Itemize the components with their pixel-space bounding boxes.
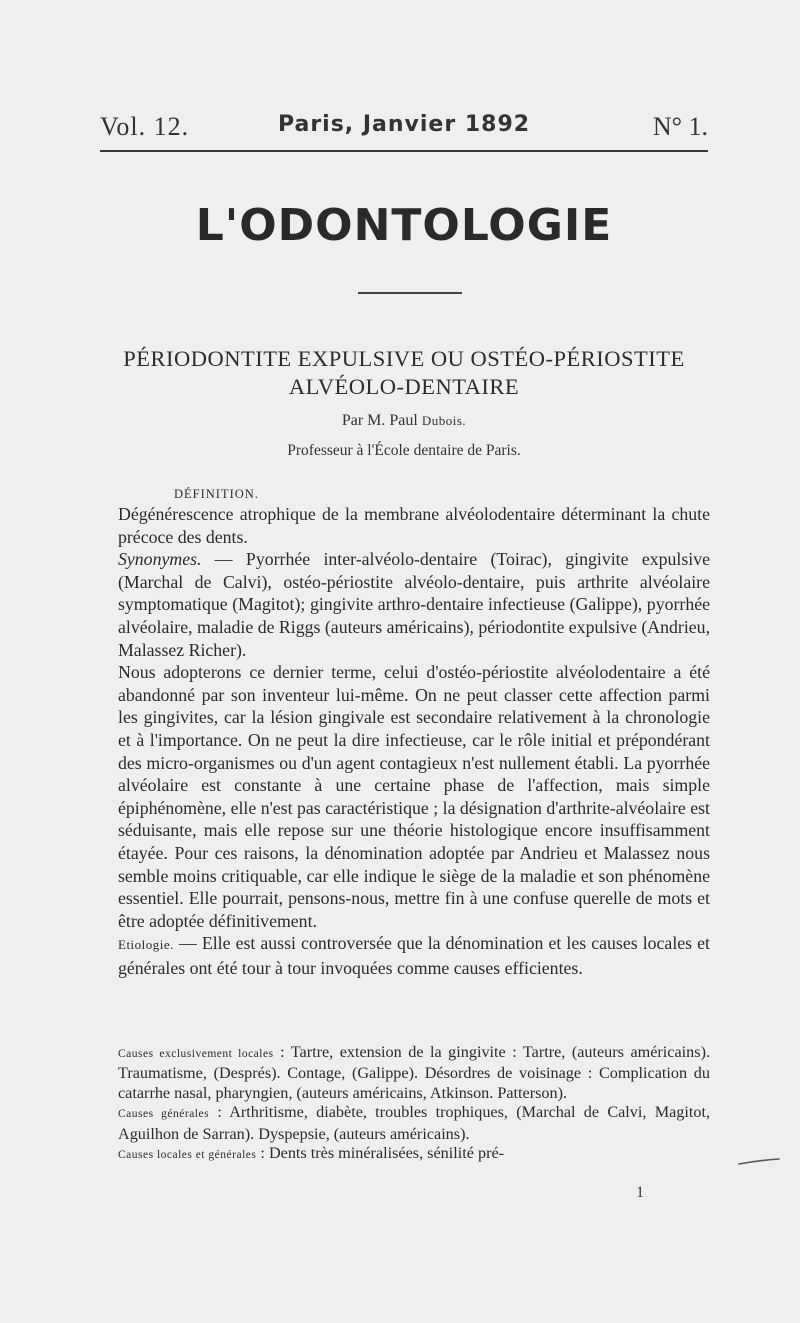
definition-paragraph: Dégénérescence atrophique de la membrane alvéolodentaire déterminant la chute précoce des dents. — [118, 504, 710, 547]
synonymes-paragraph — [118, 548, 710, 661]
article-body — [118, 484, 710, 979]
causes-locales-label: Causes exclusivement locales — [118, 1048, 274, 1060]
article-title — [100, 345, 708, 401]
issue-number: N° 1. — [652, 112, 708, 141]
causes-mixtes-paragraph — [118, 1144, 710, 1165]
causes-mixtes-label: Causes locales et générales — [118, 1149, 257, 1162]
causes-locales-paragraph — [118, 1043, 710, 1103]
synonymes-text: — Pyorrhée inter-alvéolo-dentaire (Toirac), gingivite expulsive (Marchal de Calvi), ostéo-périostite alvéolo-dentaire, puis arthrite alvéolaire symptomatique (Magitot); gingivite arthro-dentaire infectieuse (Galippe), pyorrhée alvéolaire, maladie de Riggs (auteurs américains), périodontite expulsive (Andrieu, Malassez Richer). — [118, 549, 711, 660]
article-title-line-2: ALVÉOLO-DENTAIRE — [288, 374, 520, 399]
header-rule — [100, 150, 708, 152]
causes-mixtes-text: : Dents très minéralisées, sénilité pré- — [256, 1144, 505, 1163]
adoption-paragraph: Nous adopterons ce dernier terme, celui d'ostéo-périostite alvéolodentaire a été abandonné par son inventeur lui-même. On ne peut classer cette affection parmi les gingivites, car la lésion gingivale est secondaire relativement à la chronologie et à l'importance. On ne peut la dire infectieuse, car le rôle initial et prépondérant des micro-organismes ou d'un agent contagieux n'est nullement établi. La pyorrhée alvéolaire est constante à une certaine phase de l'affection, mais simple épiphénomène, elle n'est pas caractéristique ; la désignation d'arthrite-alvéolaire est séduisante, mais elle repose sur une théorie histologique encore insuffisamment étayée. Pour ces raisons, la dénomination adoptée par Andrieu et Malassez nous semble moins critiquable, car elle indique le siège de la maladie et son phénomène essentiel. Elle pourrait, pensons-nous, mettre fin à une confuse querelle de mots et être adoptée définitivement. — [118, 662, 710, 931]
byline — [100, 412, 708, 430]
definition-heading: DÉFINITION. — [174, 487, 259, 501]
page-number: 1 — [636, 1184, 644, 1201]
synonymes-label: Synonymes. — [118, 549, 202, 570]
etiologie-paragraph — [118, 932, 710, 979]
causes-locales-text: : Tartre, extension de la gingivite : Tartre, (auteurs américains). Traumatisme, (Després). Contage, (Galippe). Désordres de voisinage : Complication du catarrhe nasal, pharyngien, (auteurs américains, Atkinson. Patterson). — [118, 1043, 711, 1102]
causes-generales-paragraph — [118, 1103, 710, 1144]
journal-title: L'ODONTOLOGIE — [195, 200, 613, 251]
author-surname: Dubois. — [421, 413, 467, 428]
causes-generales-label: Causes générales — [118, 1108, 210, 1121]
issue-date: Paris, Janvier 1892 — [277, 112, 531, 137]
title-rule — [358, 292, 462, 294]
causes-section — [118, 1043, 710, 1165]
article-title-line-1: PÉRIODONTITE EXPULSIVE OU OSTÉO-PÉRIOSTITE — [123, 346, 685, 371]
etiologie-text: — Elle est aussi controversée que la dénomination et les causes locales et générales ont été tour à tour invoquées comme causes efficientes. — [118, 933, 710, 978]
running-header — [100, 112, 708, 148]
pencil-mark — [738, 1158, 780, 1166]
volume-label: Vol. 12. — [100, 112, 190, 141]
causes-generales-text: : Arthritisme, diabète, troubles trophiques, (Marchal de Calvi, Magitot, Aguilhon de Sarran). Dyspepsie, (auteurs américains). — [118, 1103, 711, 1143]
byline-prefix: Par M. Paul — [341, 412, 422, 429]
author-affiliation: Professeur à l'École dentaire de Paris. — [287, 442, 521, 459]
etiologie-label: Etiologie. — [118, 937, 174, 953]
